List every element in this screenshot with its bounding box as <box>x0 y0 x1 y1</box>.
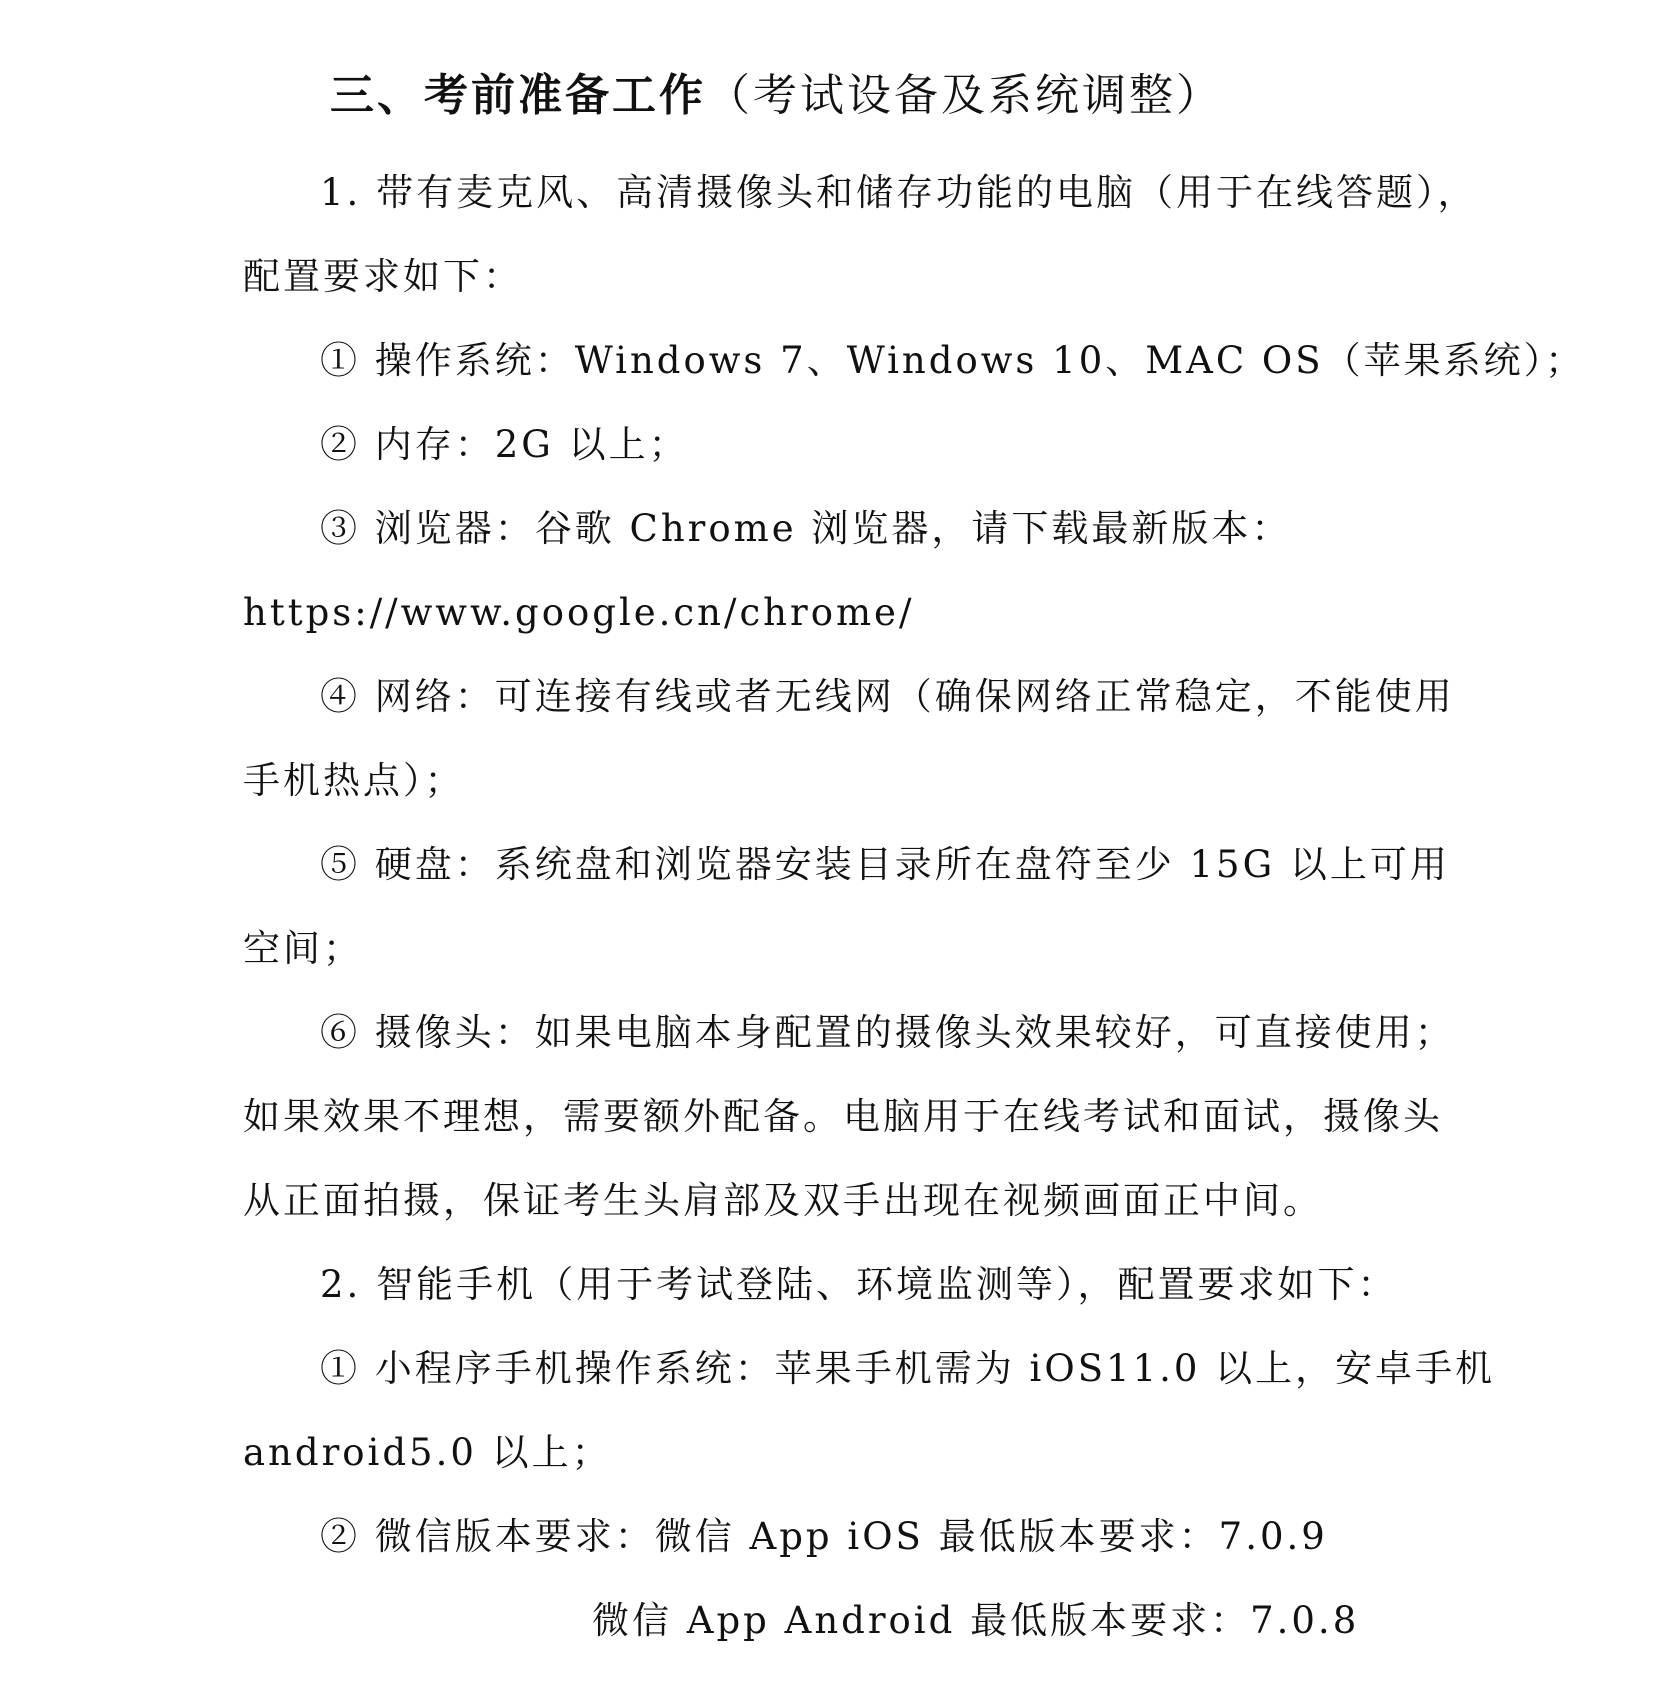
sub-item-disk-line-2: 空间； <box>243 927 363 970</box>
sub-item-mobile-os-line-1: ① 小程序手机操作系统：苹果手机需为 iOS11.0 以上，安卓手机 <box>320 1347 1496 1390</box>
section-title-main: 三、考前准备工作 <box>330 70 706 121</box>
sub-item-camera-line-3: 从正面拍摄，保证考生头肩部及双手出现在视频画面正中间。 <box>243 1179 1323 1222</box>
item-2-line-1: 2. 智能手机（用于考试登陆、环境监测等），配置要求如下： <box>320 1263 1398 1306</box>
item-1-line-1: 1. 带有麦克风、高清摄像头和储存功能的电脑（用于在线答题）， <box>320 171 1478 214</box>
sub-item-disk-line-1: ⑤ 硬盘：系统盘和浏览器安装目录所在盘符至少 15G 以上可用 <box>320 843 1450 886</box>
item-1-line-2: 配置要求如下： <box>243 255 523 298</box>
chrome-url-text: https://www.google.cn/chrome/ <box>243 591 915 634</box>
sub-item-memory: ② 内存：2G 以上； <box>320 423 689 466</box>
section-title <box>330 68 1223 124</box>
sub-item-wechat-ios: ② 微信版本要求：微信 App iOS 最低版本要求：7.0.9 <box>320 1515 1328 1558</box>
section-title-paren: （考试设备及系统调整） <box>706 70 1223 121</box>
sub-item-camera-line-1: ⑥ 摄像头：如果电脑本身配置的摄像头效果较好，可直接使用； <box>320 1011 1455 1054</box>
sub-item-camera-line-2: 如果效果不理想，需要额外配备。电脑用于在线考试和面试，摄像头 <box>243 1095 1443 1138</box>
sub-item-network-line-1: ④ 网络：可连接有线或者无线网（确保网络正常稳定，不能使用 <box>320 675 1455 718</box>
sub-item-mobile-os-line-2: android5.0 以上； <box>243 1431 612 1474</box>
sub-item-browser: ③ 浏览器：谷歌 Chrome 浏览器，请下载最新版本： <box>320 507 1292 550</box>
sub-item-network-line-2: 手机热点）； <box>243 759 465 802</box>
sub-item-os: ① 操作系统：Windows 7、Windows 10、MAC OS（苹果系统）； <box>320 339 1586 382</box>
sub-item-wechat-android: 微信 App Android 最低版本要求：7.0.8 <box>592 1599 1360 1642</box>
